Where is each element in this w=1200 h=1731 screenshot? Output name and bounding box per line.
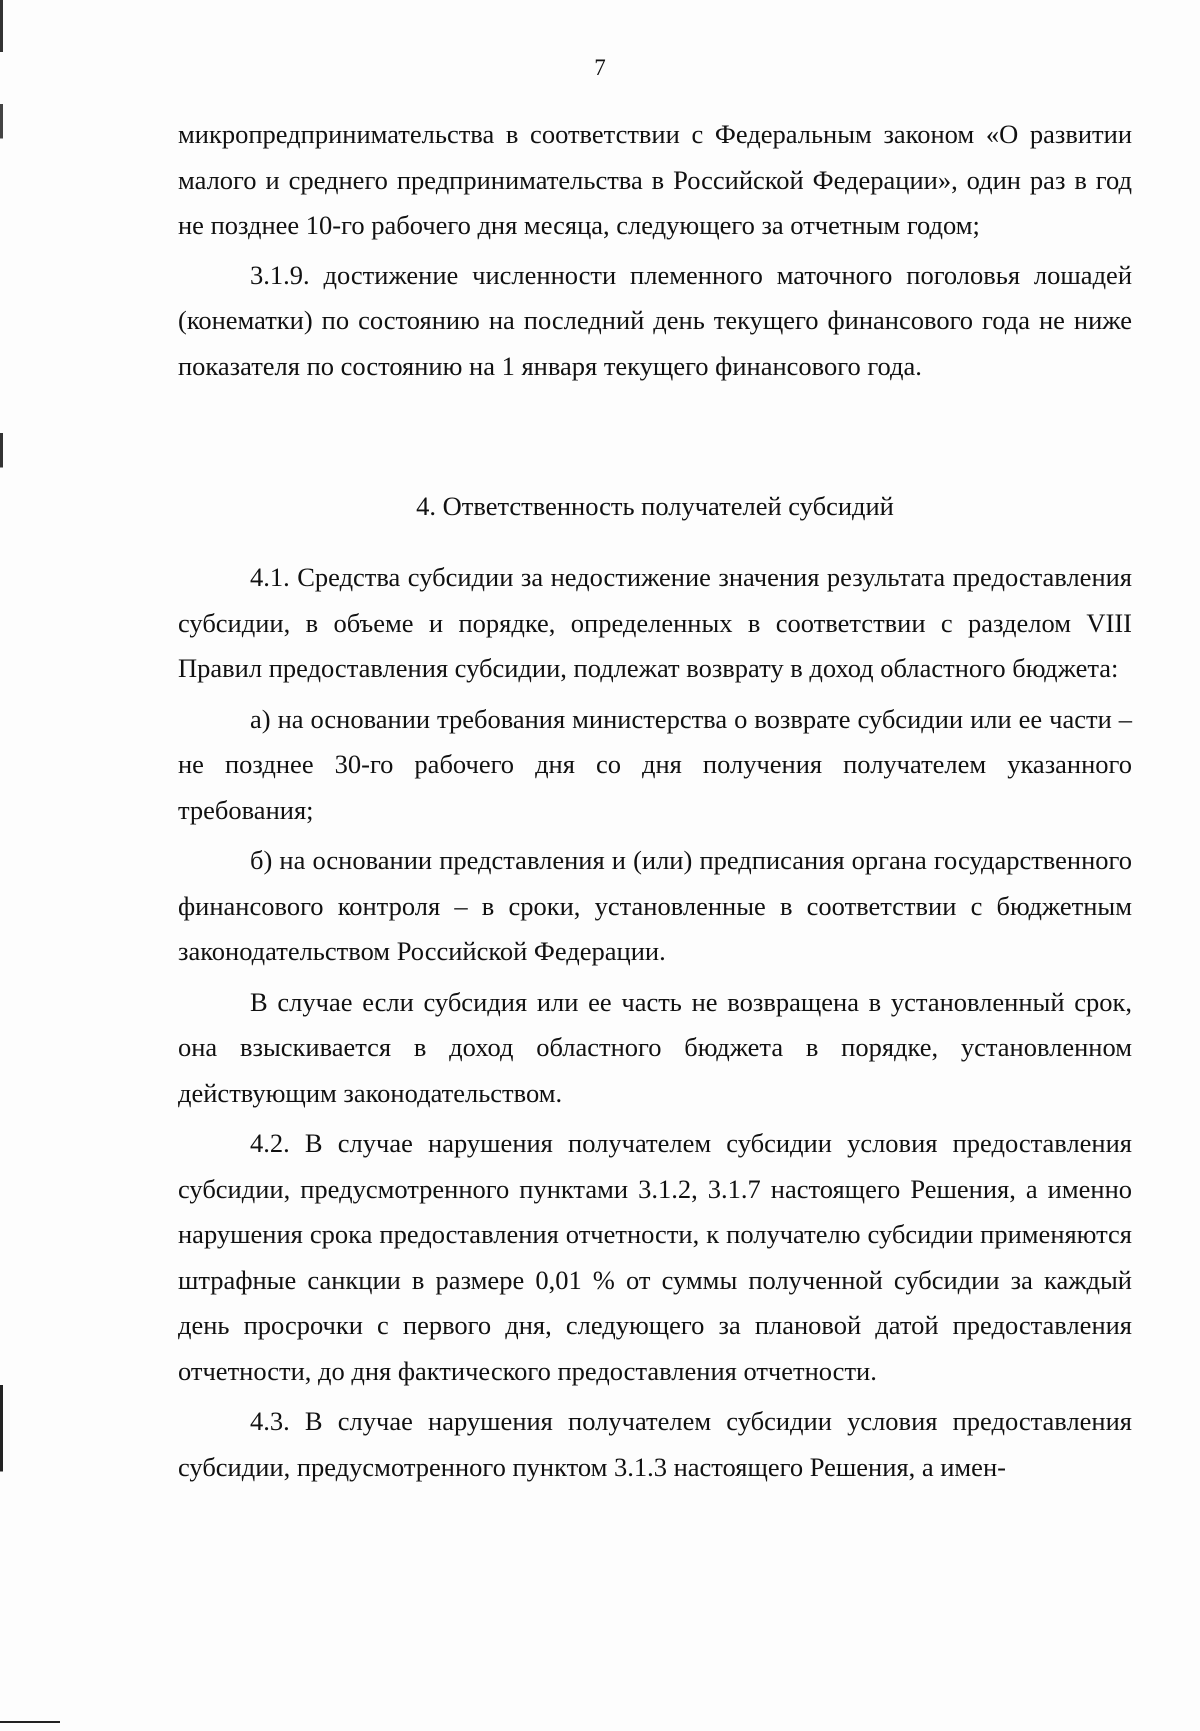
paragraph-4-2: 4.2. В случае нарушения получателем субсидии условия предоставления субсидии, предусмотренного пунктами 3.1.2, 3.1.7 настоящего Решения, а именно нарушения срока предоставления отчетности, к получателю субсидии применяются штрафные санкции в размере 0,01 % от суммы полученной субсидии за каждый день просрочки с первого дня, следующего за плановой датой предоставления отчетности, до дня фактического предоставления отчетности.	[178, 1128, 1132, 1386]
paragraph-4-3: 4.3. В случае нарушения получателем субсидии условия предоставления субсидии, предусмотренного пунктом 3.1.3 настоящего Решения, а имен-	[178, 1406, 1132, 1482]
paragraph-4-1: 4.1. Средства субсидии за недостижение значения результата предоставления субсидии, в объеме и порядке, определенных в соответствии с разделом VIII Правил предоставления субсидии, подлежат возврату в доход областного бюджета:	[178, 562, 1132, 683]
section4-body	[178, 555, 1132, 1495]
paragraph-recovery: В случае если субсидия или ее часть не возвращена в установленный срок, она взыскивается в доход областного бюджета в порядке, установленном действующим законодательством.	[178, 986, 1132, 1108]
scan-footer-mark	[0, 1721, 60, 1723]
scan-edge-shadow	[0, 0, 3, 1731]
section-title: 4. Ответственность получателей субсидий	[416, 491, 894, 521]
paragraph-3-1-9: 3.1.9. достижение численности племенного маточного поголовья лошадей (конематки) по состоянию на последний день текущего финансового года не ниже показателя по состоянию на 1 января текущего финансового года.	[178, 259, 1132, 381]
paragraph-continuation: микропредпринимательства в соответствии с Федеральным законом «О развитии малого и среднего предпринимательства в Российской Федерации», один раз в год не позднее 10-го рабочего дня месяца, следующего за отчетным годом;	[178, 119, 1132, 240]
section3-continuation	[178, 112, 1132, 389]
page-number: 7	[594, 55, 606, 80]
paragraph-4-1-b: б) на основании представления и (или) предписания органа государственного финансового контроля – в сроки, установленные в соответствии с бюджетным законодательством Российской Федерации.	[178, 845, 1132, 966]
paragraph-4-1-a: а) на основании требования министерства о возврате субсидии или ее части – не позднее 30-го рабочего дня со дня получения получателем указанного требования;	[178, 703, 1132, 825]
